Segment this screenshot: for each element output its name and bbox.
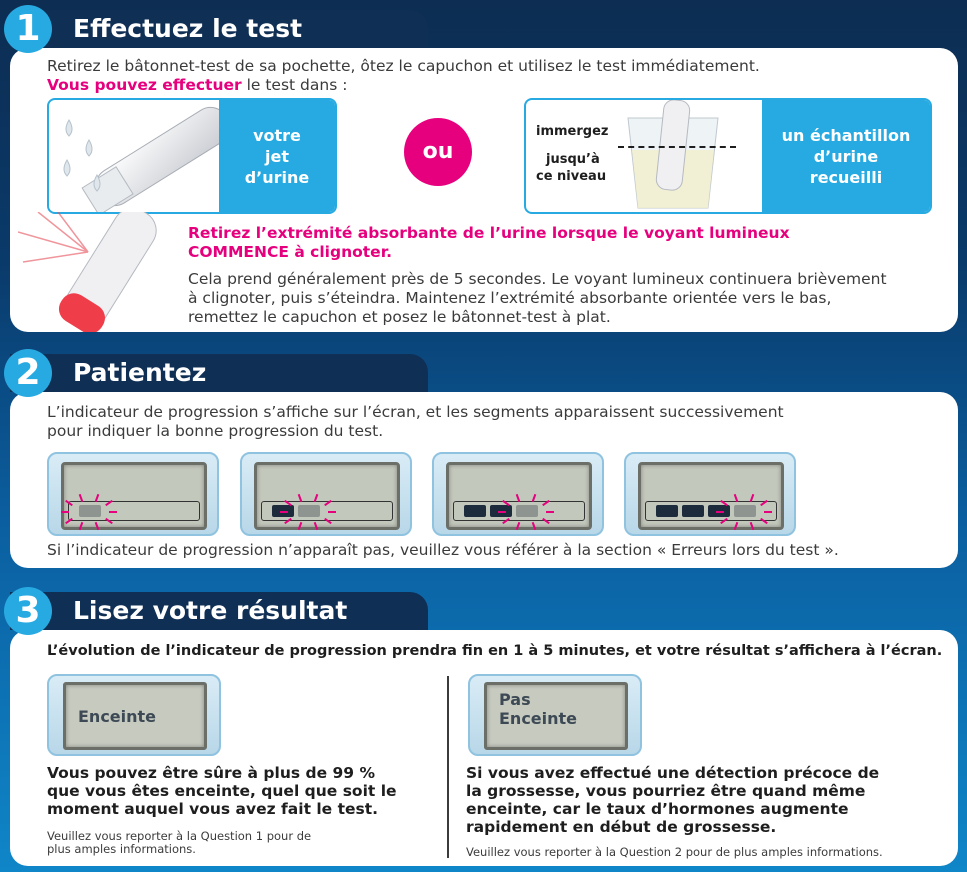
step2-number: 2 <box>4 349 52 397</box>
result-divider <box>447 676 449 858</box>
result-not-pregnant-display <box>468 674 642 756</box>
step2-title: Patientez <box>73 358 207 387</box>
progress-segment-blinking <box>298 505 320 517</box>
progress-screen <box>61 462 207 530</box>
blink-ray <box>61 511 69 513</box>
option-collected-sample <box>524 98 932 214</box>
progress-display <box>432 452 604 536</box>
option-urine-stream <box>47 98 337 214</box>
result-pregnant-display <box>47 674 221 756</box>
blink-ray <box>498 511 506 513</box>
blink-ray <box>716 511 724 513</box>
cup-illustration <box>618 100 728 212</box>
result-not-pregnant-desc-2: la grossesse, vous pourriez être quand même <box>466 782 866 800</box>
option-urine-stream-label: votre jet d’urine <box>219 100 335 212</box>
progress-screen <box>446 462 592 530</box>
result-pregnant-note-1: Veuillez vous reporter à la Question 1 pour de <box>47 829 312 843</box>
progress-segment-blinking <box>79 505 101 517</box>
progress-display <box>240 452 412 536</box>
result-not-pregnant-note: Veuillez vous reporter à la Question 2 pour de plus amples informations. <box>466 845 883 859</box>
progress-segment-blinking <box>516 505 538 517</box>
step2-intro-1: L’indicateur de progression s’affiche sur l’écran, et les segments apparaissent successivement <box>47 403 784 421</box>
step2-footer: Si l’indicateur de progression n’apparaît pas, veuillez vous référer à la section « Erreurs lors du test ». <box>47 541 839 559</box>
step3-number: 3 <box>4 587 52 635</box>
result-pregnant-note-2: plus amples informations. <box>47 842 196 856</box>
step1-number: 1 <box>4 5 52 53</box>
blink-ray <box>280 511 288 513</box>
step1-header <box>10 10 428 48</box>
result-not-pregnant-desc-3: enceinte, car le taux d’hormones augmente <box>466 800 849 818</box>
immersion-dashline <box>618 146 736 148</box>
immersion-hint-a: immergez <box>536 124 609 139</box>
result-not-pregnant-text-2: Enceinte <box>499 709 578 728</box>
step1-intro-2 <box>47 76 347 94</box>
step2-intro-2: pour indiquer la bonne progression du test. <box>47 422 384 440</box>
step1-warning-2: COMMENCE à clignoter. <box>188 243 393 261</box>
result-not-pregnant-text-1: Pas <box>499 690 531 709</box>
progress-segment-filled <box>656 505 678 517</box>
option-collected-sample-label: un échantillon d’urine recueilli <box>762 100 930 212</box>
step2-header <box>10 354 428 392</box>
immersion-hint-b: jusqu’à <box>546 152 600 167</box>
step1-detail-2: à clignoter, puis s’éteindra. Maintenez l’extrémité absorbante orientée vers le bas, <box>188 289 832 307</box>
result-pregnant-desc-3: moment auquel vous avez fait le test. <box>47 800 379 818</box>
result-pregnant-screen <box>63 682 207 750</box>
result-pregnant-text: Enceinte <box>78 707 157 726</box>
result-pregnant-desc-1: Vous pouvez être sûre à plus de 99 % <box>47 764 375 782</box>
blink-ray <box>546 511 554 513</box>
blink-ray <box>328 511 336 513</box>
blink-ray <box>764 511 772 513</box>
result-not-pregnant-screen <box>484 682 628 750</box>
result-pregnant-desc-2: que vous êtes enceinte, quel que soit le <box>47 782 397 800</box>
step3-header <box>10 592 428 630</box>
step1-intro-highlight: Vous pouvez effectuer <box>47 76 242 94</box>
progress-segment-blinking <box>734 505 756 517</box>
result-not-pregnant-desc-1: Si vous avez effectué une détection précoce de <box>466 764 880 782</box>
step1-intro-rest: le test dans : <box>241 76 348 94</box>
progress-bar <box>645 501 777 521</box>
step1-title: Effectuez le test <box>73 14 303 43</box>
stick-light-illustration <box>18 212 168 332</box>
step1-intro: Retirez le bâtonnet-test de sa pochette, ôtez le capuchon et utilisez le test immédiatement. <box>47 57 760 75</box>
progress-bar <box>68 501 200 521</box>
progress-segment-filled <box>464 505 486 517</box>
progress-segment-filled <box>682 505 704 517</box>
step1-warning-1: Retirez l’extrémité absorbante de l’urine lorsque le voyant lumineux <box>188 224 790 242</box>
test-stick-stream-illustration <box>49 100 219 212</box>
step3-title: Lisez votre résultat <box>73 596 348 625</box>
progress-display <box>624 452 796 536</box>
progress-bar <box>453 501 585 521</box>
immersion-hint-c: ce niveau <box>536 169 607 184</box>
or-badge: ou <box>404 118 472 186</box>
step1-detail-1: Cela prend généralement près de 5 secondes. Le voyant lumineux continuera brièvement <box>188 270 887 288</box>
blink-ray <box>109 511 117 513</box>
step1-detail-3: remettez le capuchon et posez le bâtonnet-test à plat. <box>188 308 611 326</box>
step3-intro: L’évolution de l’indicateur de progression prendra fin en 1 à 5 minutes, et votre résultat s’affichera à l’écran. <box>47 643 943 659</box>
progress-display <box>47 452 219 536</box>
result-not-pregnant-desc-4: rapidement en début de grossesse. <box>466 818 777 836</box>
